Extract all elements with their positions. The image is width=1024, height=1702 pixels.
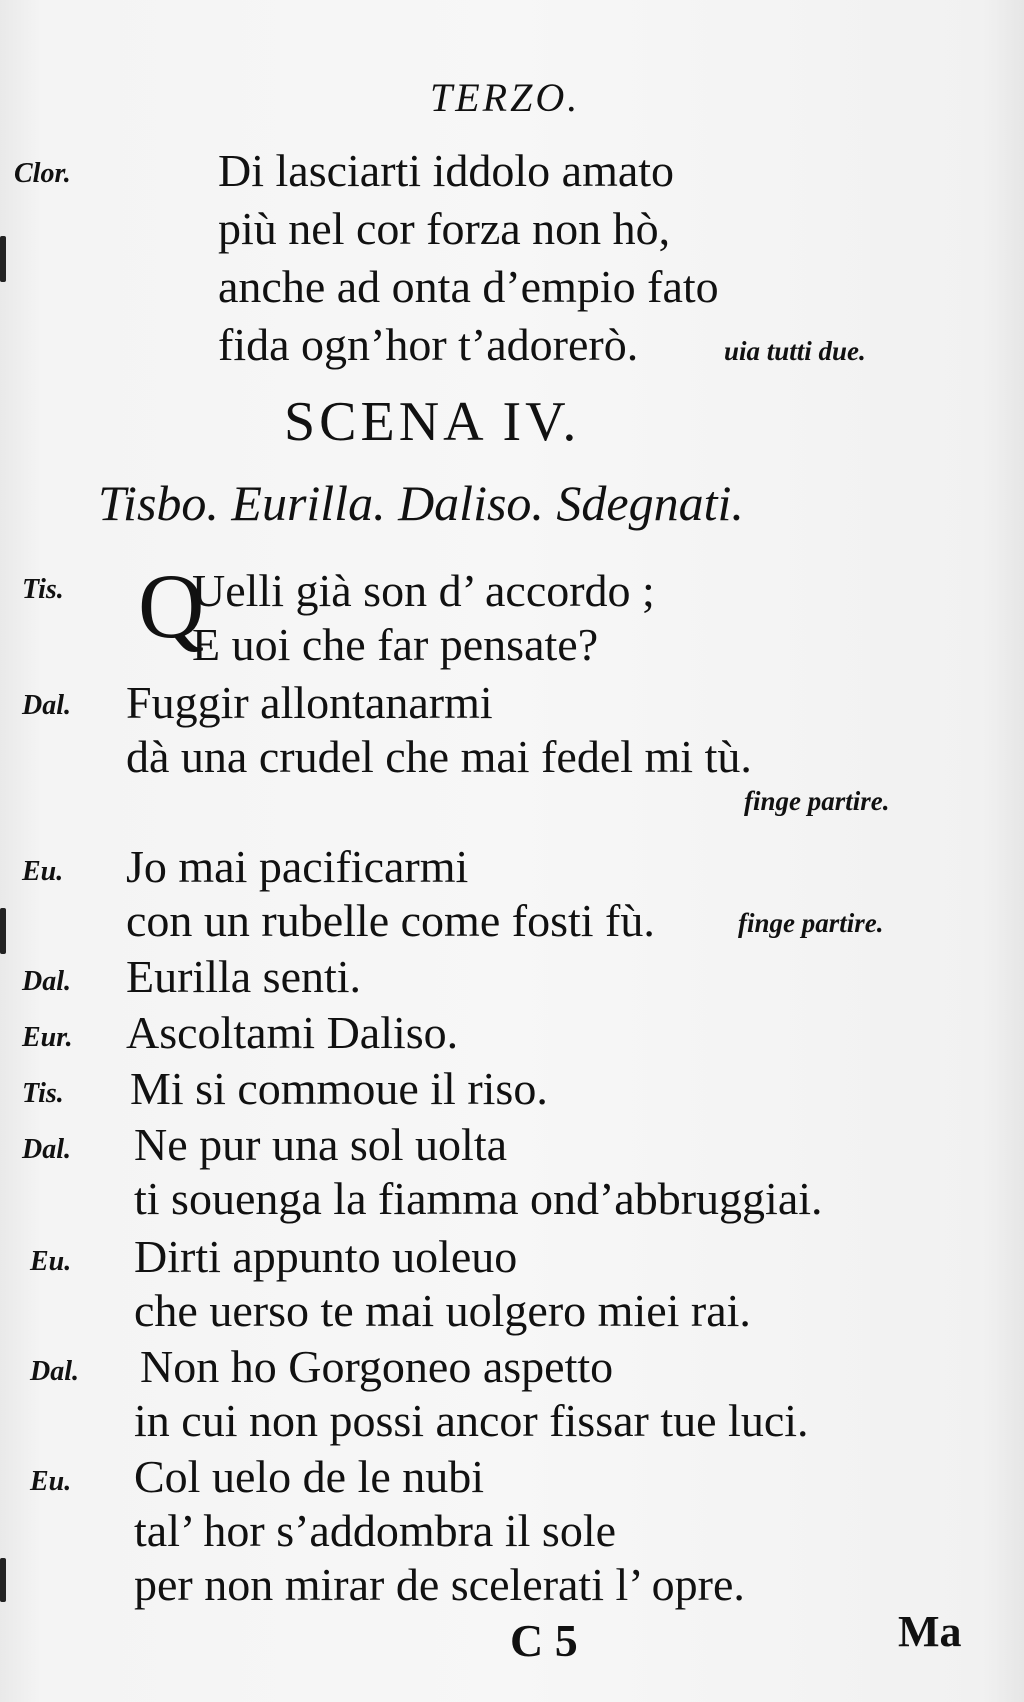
verse-line: Eurilla senti.	[126, 951, 362, 1002]
verse-line: anche ad onta d’empio fato	[218, 261, 719, 312]
speaker-label: Dal.	[22, 1134, 71, 1165]
verse-line: E uoi che far pensate?	[192, 619, 599, 670]
page-edge-mark	[0, 236, 6, 282]
verse-line: Ne pur una sol uolta	[134, 1119, 508, 1170]
scene-title: SCENA IV.	[284, 391, 581, 453]
verse-line: Non ho Gorgoneo aspetto	[140, 1341, 614, 1392]
page-edge-mark	[0, 908, 6, 954]
verse-line: in cui non possi ancor fissar tue luci.	[134, 1395, 809, 1446]
verse-line: fida ogn’hor t’adorerò.	[218, 319, 639, 370]
drop-cap: Q	[138, 555, 205, 657]
verse-line: ti souenga la fiamma ond’abbruggiai.	[134, 1173, 823, 1224]
stage-direction: uia tutti due.	[724, 336, 866, 366]
stage-direction: finge partire.	[738, 908, 884, 938]
speaker-label: Dal.	[22, 966, 71, 997]
speaker-label: Eu.	[30, 1466, 72, 1497]
verse-line: tal’ hor s’addombra il sole	[134, 1505, 617, 1556]
verse-line: con un rubelle come fosti fù.	[126, 895, 655, 946]
speaker-label: Eur.	[22, 1022, 73, 1053]
speaker-label: Dal.	[30, 1356, 79, 1387]
verse-line: per non mirar de scelerati l’ opre.	[134, 1559, 745, 1610]
verse-line: Dirti appunto uoleuo	[134, 1231, 518, 1282]
verse-line: che uerso te mai uolgero miei rai.	[134, 1285, 751, 1336]
verse-line: più nel cor forza non hò,	[218, 203, 671, 254]
verse-line: Uelli già son d’ accordo ;	[192, 565, 655, 616]
speaker-label: Tis.	[22, 574, 64, 605]
signature-mark: C 5	[510, 1615, 578, 1666]
verse-line: Di lasciarti iddolo amato	[218, 145, 675, 196]
speaker-label: Clor.	[14, 158, 71, 189]
running-title: TERZO.	[430, 75, 581, 120]
verse-line: Jo mai pacificarmi	[126, 841, 469, 892]
verse-line: Fuggir allontanarmi	[126, 677, 493, 728]
stage-direction: finge partire.	[744, 786, 890, 816]
verse-line: Ascoltami Daliso.	[126, 1007, 459, 1058]
speaker-label: Tis.	[22, 1078, 64, 1109]
page-edge-mark	[0, 1558, 6, 1602]
verse-line: Col uelo de le nubi	[134, 1451, 485, 1502]
scene-persons: Tisbo. Eurilla. Daliso. Sdegnati.	[98, 475, 744, 531]
speaker-label: Dal.	[22, 690, 71, 721]
verse-line: Mi si commoue il riso.	[130, 1063, 548, 1114]
speaker-label: Eu.	[30, 1246, 72, 1277]
verse-line: dà una crudel che mai fedel mi tù.	[126, 731, 752, 782]
speaker-label: Eu.	[22, 856, 64, 887]
catchword: Ma	[898, 1607, 962, 1656]
